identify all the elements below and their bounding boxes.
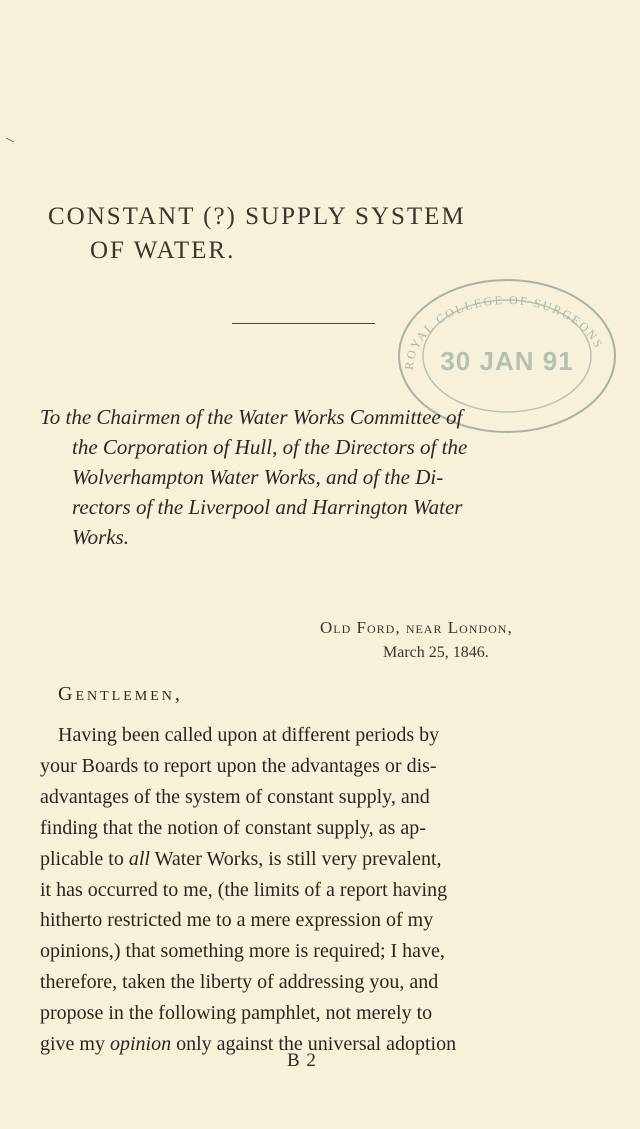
- ink-speck: [6, 138, 14, 142]
- emphasis: opinion: [110, 1033, 172, 1056]
- letter-body: [40, 720, 600, 1060]
- title-line-2: OF WATER.: [90, 237, 236, 264]
- body-line: opinions,) that something more is required; I have,: [40, 940, 445, 963]
- dedication: [40, 402, 600, 552]
- body-line: hitherto restricted me to a mere expression of my: [40, 909, 434, 932]
- letter-date: March 25, 1846.: [383, 644, 489, 661]
- body-line: it has occurred to me, (the limits of a report having: [40, 878, 448, 901]
- salutation: Gentlemen,: [58, 683, 183, 705]
- body-line: Having been called upon at different periods by: [58, 724, 440, 746]
- stamp-date: 30 JAN 91: [440, 346, 574, 376]
- body-line: [40, 1029, 600, 1060]
- body-line: propose in the following pamphlet, not merely to: [40, 1002, 433, 1025]
- dedication-line: To the Chairmen of the Water Works Committee of: [40, 405, 463, 429]
- body-line: [40, 844, 600, 875]
- body-text: only against the universal adoption: [171, 1033, 457, 1056]
- body-line: therefore, taken the liberty of addressing you, and: [40, 971, 439, 994]
- body-text: plicable to: [40, 847, 129, 870]
- place-line: Old Ford, near London,: [320, 618, 513, 637]
- body-text: Water Works, is still very prevalent,: [149, 847, 442, 870]
- dedication-line: the Corporation of Hull, of the Directors of the: [72, 435, 468, 459]
- emphasis: all: [128, 847, 150, 870]
- title-rule: [232, 323, 375, 324]
- body-line: finding that the notion of constant supply, as ap-: [40, 816, 426, 839]
- title-line-1: CONSTANT (?) SUPPLY SYSTEM: [48, 203, 466, 230]
- body-text: give my: [40, 1033, 110, 1056]
- dedication-line: rectors of the Liverpool and Harrington Water: [72, 495, 463, 519]
- dedication-line: Wolverhampton Water Works, and of the Di-: [72, 465, 444, 489]
- signature-mark: B 2: [287, 1050, 317, 1071]
- body-line: your Boards to report upon the advantages or dis-: [40, 754, 437, 777]
- stamp-ring-text: ROYAL COLLEGE OF SURGEONS: [401, 292, 607, 371]
- body-line: advantages of the system of constant supply, and: [40, 785, 430, 808]
- page-title: [48, 202, 466, 264]
- dedication-line: Works.: [72, 525, 129, 549]
